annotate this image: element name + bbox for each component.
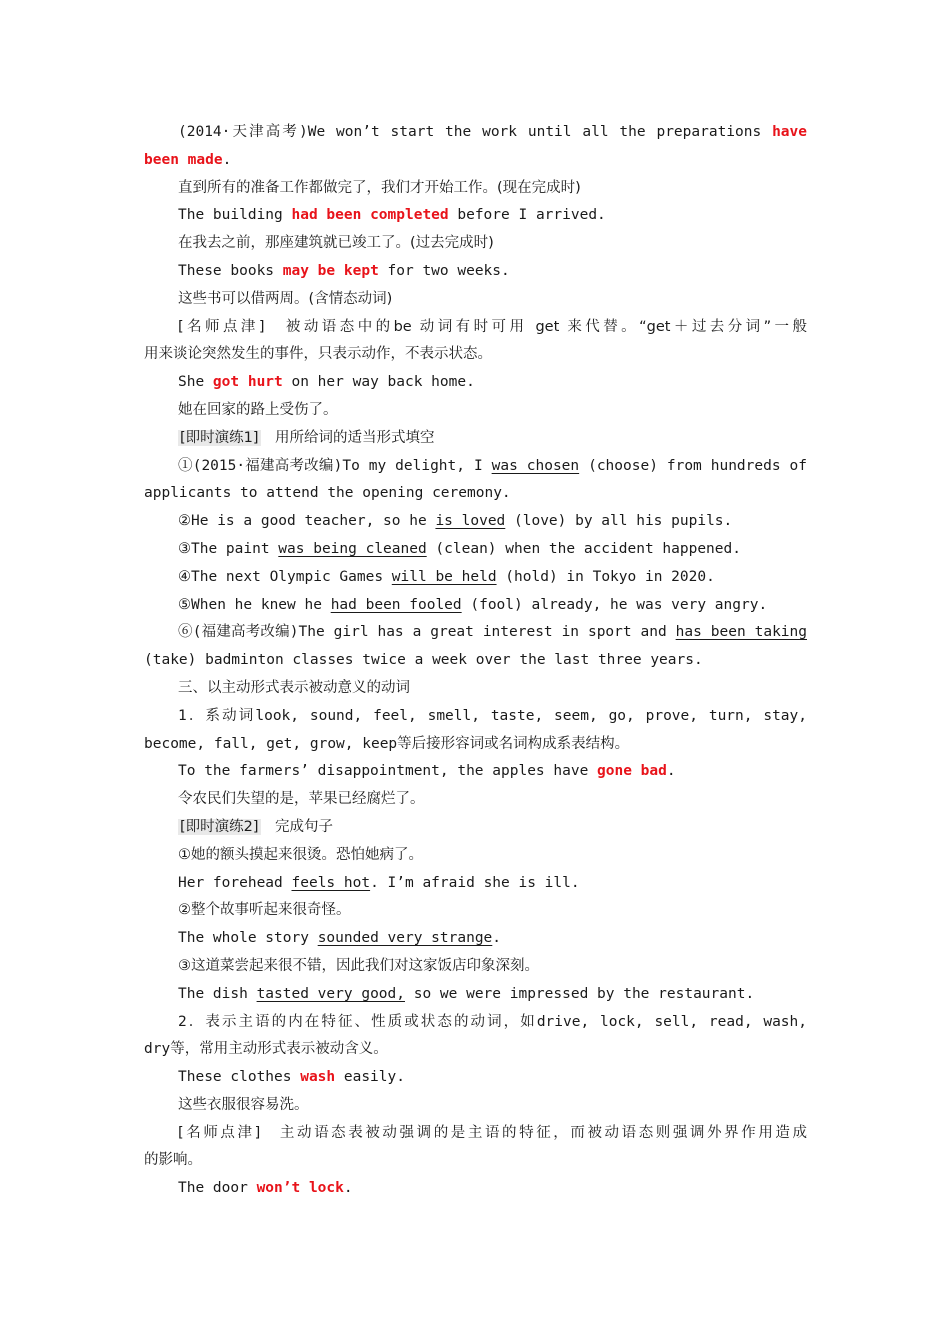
rule-line-continued: become, fall, get, grow, keep等后接形容词或名词构成系表结构。 — [144, 735, 630, 752]
answer-blank: tasted very good, — [256, 985, 405, 1002]
example-sentence: The door won’t lock. — [178, 1180, 353, 1197]
answer-blank: will be held — [391, 568, 497, 585]
example-sentence: To the farmers’ disappointment, the apples have gone bad. — [178, 763, 676, 780]
teacher-tip-continued: 的影响。 — [144, 1152, 202, 1169]
text-line: (2014·天津高考)We won’t start the work until all the preparations have — [178, 124, 807, 140]
highlighted-answer: got hurt — [212, 374, 283, 391]
exercise-item: The dish tasted very good, so we were impressed by the restaurant. — [178, 985, 755, 1002]
rule-line-continued: dry等，常用主动形式表示被动含义。 — [144, 1041, 388, 1058]
translation-line: 直到所有的准备工作都做完了，我们才开始工作。(现在完成时) — [178, 179, 581, 196]
highlighted-answer: wash — [300, 1069, 336, 1086]
answer-blank: feels hot — [291, 874, 371, 891]
teacher-tip-continued: 用来谈论突然发生的事件，只表示动作，不表示状态。 — [144, 346, 492, 363]
exercise-item: ④The next Olympic Games will be held (hold) in Tokyo in 2020. — [178, 568, 715, 585]
exercise-item: ②He is a good teacher, so he is loved (love) by all his pupils. — [178, 513, 733, 530]
translation-line: 在我去之前，那座建筑就已竣工了。(过去完成时) — [178, 235, 494, 252]
exercise-item-continued: applicants to attend the opening ceremony. — [144, 485, 511, 502]
teacher-tip: [名师点津] 被动语态中的be 动词有时可用 get 来代替。“get＋过去分词”一般 — [178, 318, 807, 335]
translation-line: 令农民们失望的是，苹果已经腐烂了。 — [178, 791, 425, 808]
exercise-item: The whole story sounded very strange. — [178, 930, 502, 947]
highlighted-answer: may be kept — [282, 262, 379, 279]
answer-blank: is loved — [435, 513, 506, 530]
teacher-tip: [名师点津] 主动语态表被动强调的是主语的特征，而被动语态则强调外界作用造成 — [178, 1124, 807, 1141]
exercise-item: Her forehead feels hot. I’m afraid she is ill. — [178, 874, 580, 891]
example-sentence: These clothes wash easily. — [178, 1069, 405, 1086]
highlighted-answer: had been completed — [291, 207, 449, 224]
exercise-item: ⑤When he knew he had been fooled (fool) already, he was very angry. — [178, 596, 768, 613]
answer-blank: had been fooled — [330, 596, 462, 613]
section-heading: 三、以主动形式表示被动意义的动词 — [178, 679, 410, 696]
document-page — [144, 119, 807, 1203]
example-sentence: She got hurt on her way back home. — [178, 374, 475, 391]
example-sentence: These books may be kept for two weeks. — [178, 262, 510, 279]
exercise-heading: [即时演练1] 用所给词的适当形式填空 — [180, 429, 435, 446]
translation-line: 她在回家的路上受伤了。 — [178, 401, 338, 418]
exercise-prompt: ①她的额头摸起来很烫。恐怕她病了。 — [178, 846, 423, 863]
rule-line: 2．表示主语的内在特征、性质或状态的动词，如drive, lock, sell, read, wash, — [178, 1013, 807, 1030]
translation-line: 这些衣服很容易洗。 — [178, 1096, 309, 1113]
exercise-item: ⑥(福建高考改编)The girl has a great interest in sport and has been taking — [178, 624, 807, 641]
exercise-item: ③The paint was being cleaned (clean) when the accident happened. — [178, 540, 741, 557]
exercise-tag: [即时演练1] — [180, 429, 259, 446]
exercise-tag: [即时演练2] — [180, 818, 259, 835]
answer-blank: has been taking — [675, 624, 807, 641]
exercise-item-continued: (take) badminton classes twice a week over the last three years. — [144, 652, 703, 669]
text-line: been made. — [144, 151, 232, 168]
highlighted-answer: have — [772, 124, 807, 140]
exercise-prompt: ②整个故事听起来很奇怪。 — [178, 902, 351, 919]
answer-blank: was being cleaned — [278, 540, 427, 557]
translation-line: 这些书可以借两周。(含情态动词) — [178, 290, 393, 307]
example-sentence: The building had been completed before I arrived. — [178, 207, 606, 224]
highlighted-answer: been made — [144, 151, 223, 168]
highlighted-answer: won’t lock — [256, 1180, 344, 1197]
exercise-heading: [即时演练2] 完成句子 — [180, 818, 334, 835]
answer-blank: sounded very strange — [317, 930, 493, 947]
highlighted-answer: gone bad — [597, 763, 667, 780]
exercise-item: ①(2015·福建高考改编)To my delight, I was chosen (choose) from hundreds of — [178, 457, 807, 474]
answer-blank: was chosen — [491, 457, 580, 474]
rule-line: 1．系动词look, sound, feel, smell, taste, seem, go, prove, turn, stay, — [178, 707, 807, 724]
exercise-prompt: ③这道菜尝起来很不错，因此我们对这家饭店印象深刻。 — [178, 957, 539, 974]
